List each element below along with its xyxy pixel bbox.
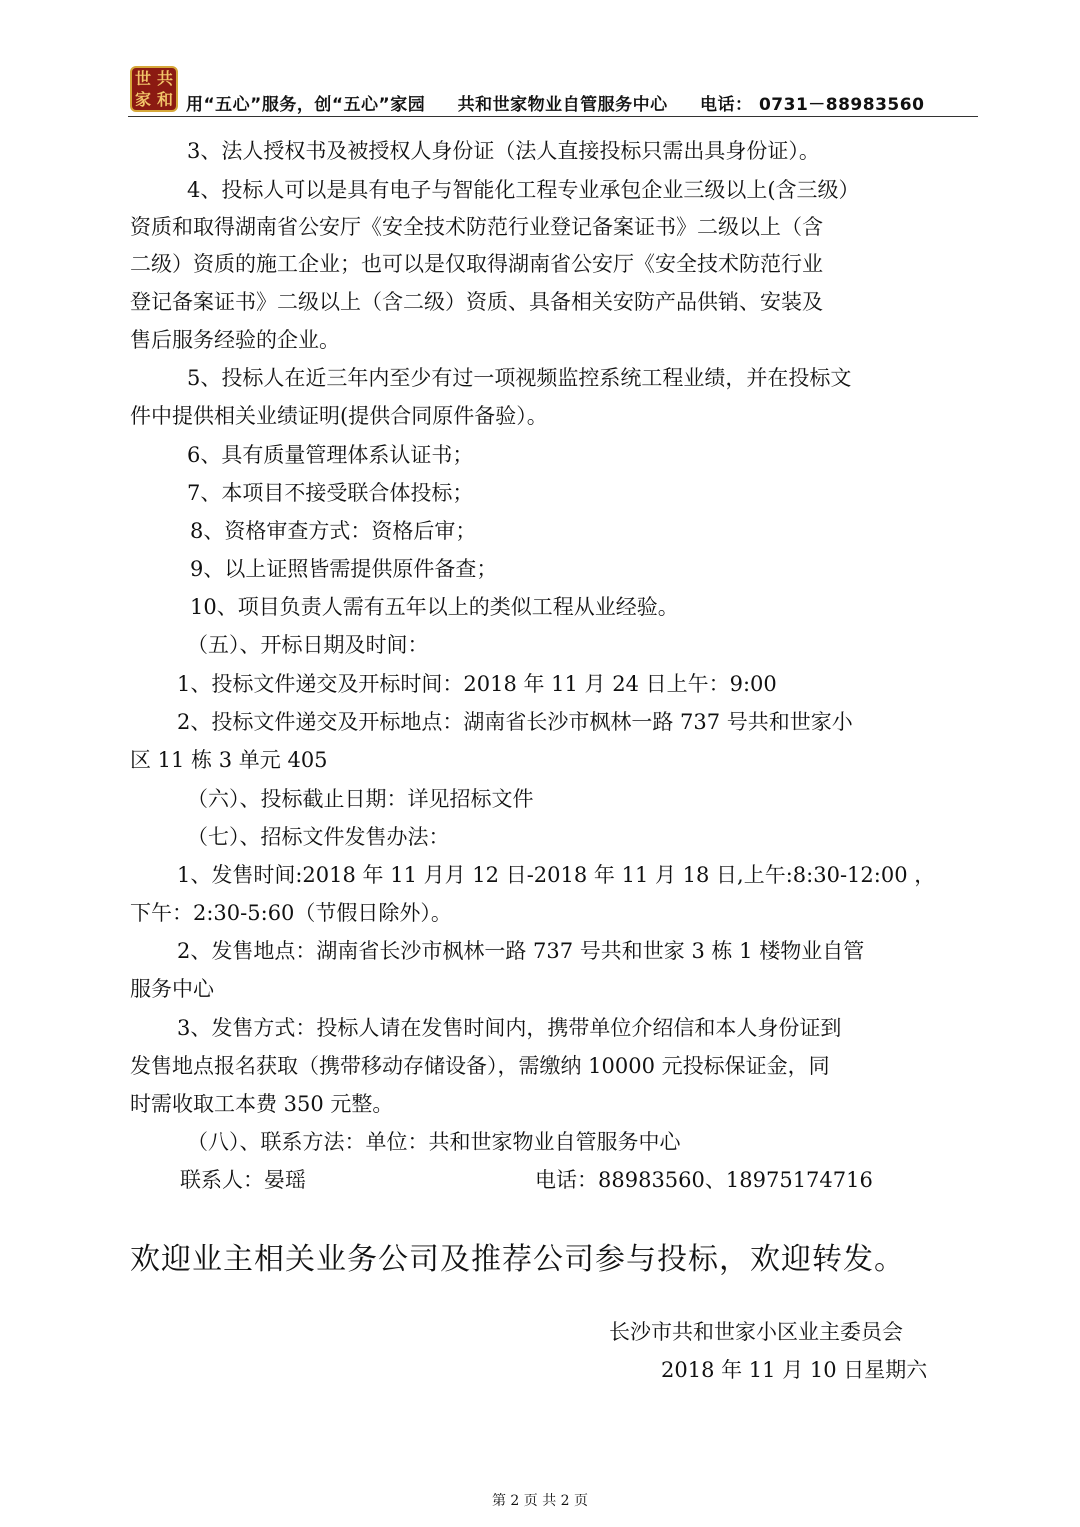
body-line: 二级）资质的施工企业；也可以是仅取得湖南省公安厅《安全技术防范行业	[130, 252, 823, 276]
body-line: 服务中心	[130, 977, 214, 1001]
body-line: 下午：2:30-5:60（节假日除外）。	[130, 901, 452, 925]
body-line: 2、发售地点：湖南省长沙市枫林一路 737 号共和世家 3 栋 1 楼物业自管	[177, 939, 865, 963]
signature-org: 长沙市共和世家小区业主委员会	[609, 1320, 903, 1344]
body-line: 售后服务经验的企业。	[130, 328, 340, 352]
signature-date: 2018 年 11 月 10 日星期六	[661, 1358, 928, 1382]
body-line: 5、投标人在近三年内至少有过一项视频监控系统工程业绩，并在投标文	[187, 366, 852, 390]
body-line: 发售地点报名获取（携带移动存储设备），需缴纳 10000 元投标保证金，同	[130, 1054, 830, 1078]
logo-char: 和	[156, 89, 173, 109]
body-line: 7、本项目不接受联合体投标；	[187, 481, 474, 505]
body-line: 登记备案证书》二级以上（含二级）资质、具备相关安防产品供销、安装及	[130, 290, 823, 314]
body-line: 1、投标文件递交及开标时间：2018 年 11 月 24 日上午：9:00	[177, 672, 777, 696]
body-line: 10、项目负责人需有五年以上的类似工程从业经验。	[190, 595, 679, 619]
body-line: 3、发售方式：投标人请在发售时间内，携带单位介绍信和本人身份证到	[177, 1016, 842, 1040]
contact-phone: 电话：88983560、18975174716	[535, 1168, 873, 1192]
body-line: 时需收取工本费 350 元整。	[130, 1092, 394, 1116]
body-line: 资质和取得湖南省公安厅《安全技术防范行业登记备案证书》二级以上（含	[130, 215, 823, 239]
body-line: 6、具有质量管理体系认证书；	[187, 443, 474, 467]
logo-char: 世	[134, 68, 151, 88]
body-line: 4、投标人可以是具有电子与智能化工程专业承包企业三级以上(含三级）	[187, 178, 860, 202]
body-line: 件中提供相关业绩证明(提供合同原件备验）。	[130, 404, 548, 428]
header-slogan: 用“五心”服务，创“五心”家园	[186, 95, 426, 115]
logo-char: 家	[134, 89, 151, 109]
body-line: 8、资格审查方式：资格后审；	[190, 519, 477, 543]
welcome-banner: 欢迎业主相关业务公司及推荐公司参与投标，欢迎转发。	[130, 1242, 905, 1277]
body-line: 区 11 栋 3 单元 405	[130, 748, 328, 772]
body-line: （六）、投标截止日期：详见招标文件	[187, 787, 534, 811]
body-line: 2、投标文件递交及开标地点：湖南省长沙市枫林一路 737 号共和世家小	[177, 710, 853, 734]
body-line: （八）、联系方法：单位：共和世家物业自管服务中心	[187, 1130, 681, 1154]
logo	[130, 66, 178, 112]
body-line: 3、法人授权书及被授权人身份证（法人直接投标只需出具身份证）。	[187, 139, 820, 163]
header-phone: 电话： 0731－88983560	[700, 95, 925, 115]
header-text	[186, 90, 924, 115]
page-header	[128, 64, 978, 117]
body-line: 1、发售时间:2018 年 11 月月 12 日-2018 年 11 月 18 日,上午:8:30-12:00 ，	[177, 863, 936, 887]
body-line: （五）、开标日期及时间：	[187, 633, 429, 657]
logo-char: 共	[156, 68, 173, 88]
header-org: 共和世家物业自管服务中心	[457, 95, 668, 115]
page-number: 第 2 页 共 2 页	[491, 1493, 589, 1509]
contact-person: 联系人：晏瑶	[180, 1168, 306, 1192]
body-line: 9、以上证照皆需提供原件备查；	[190, 557, 498, 581]
body-line: （七）、招标文件发售办法：	[187, 825, 450, 849]
